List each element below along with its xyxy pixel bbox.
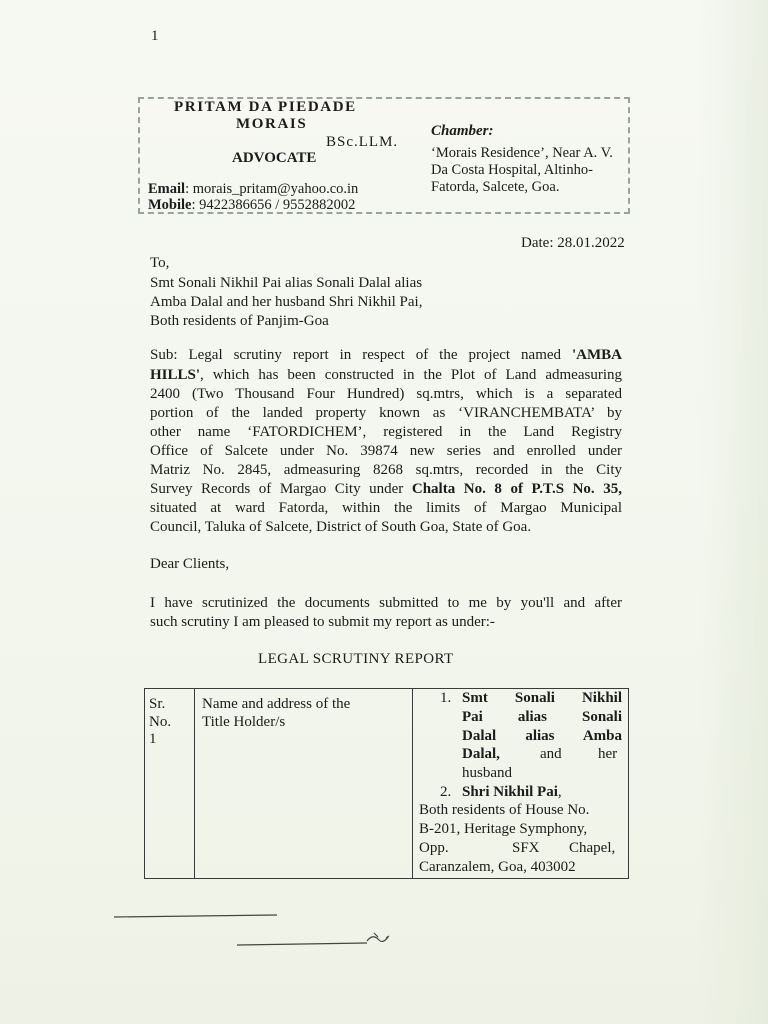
holder-2-comma: , — [557, 784, 562, 800]
sr-label: Sr. — [149, 696, 166, 712]
subject-line: situated at ward Fatorda, within the limits of Margao Municipal — [150, 500, 622, 516]
subject-line: 2400 (Two Thousand Four Hundred) sq.mtrs, which is a separated — [150, 386, 622, 402]
subject-line — [150, 481, 622, 498]
advocate-degree: BSc.LLM. — [326, 134, 399, 150]
project-name-bold: HILLS' — [150, 367, 201, 383]
field-name-line: Title Holder/s — [202, 713, 286, 730]
advocate-title: ADVOCATE — [232, 150, 317, 166]
body-line: I have scrutinized the documents submitted to me by you'll and after — [150, 595, 622, 611]
holder-1-name-line: Dalal alias Amba — [462, 728, 622, 744]
chamber-address-line: Da Costa Hospital, Altinho- — [431, 162, 593, 178]
subject-line: Office of Salcete under No. 39874 new series and enrolled under — [150, 443, 622, 459]
addressee-line: Amba Dalal and her husband Shri Nikhil Pai, — [150, 294, 423, 310]
subject-line: portion of the landed property known as ‘VIRANCHEMBATA’ by — [150, 405, 622, 421]
address-sfx: SFX — [512, 840, 540, 856]
subject-line: Council, Taluka of Salcete, District of South Goa, State of Goa. — [150, 519, 532, 535]
addressee-line: To, — [150, 255, 170, 271]
advocate-name-line2: MORAIS — [236, 116, 308, 132]
holder-2-number: 2. — [440, 784, 452, 800]
holder-1-name-end: Dalal, — [462, 746, 500, 762]
mobile-value: : 9422386656 / 9552882002 — [191, 197, 356, 213]
address-line: Caranzalem, Goa, 403002 — [419, 859, 576, 875]
salutation: Dear Clients, — [150, 556, 230, 572]
table-column-divider — [194, 688, 195, 879]
mobile-line — [148, 197, 355, 214]
chalta-bold: Chalta No. 8 of P.T.S No. 35, — [411, 481, 622, 497]
holder-2-line — [462, 784, 562, 801]
signature-scribble — [112, 905, 412, 955]
holder-1-name-line: Smt Sonali Nikhil — [462, 690, 622, 706]
addressee-line: Smt Sonali Nikhil Pai alias Sonali Dalal alias — [150, 275, 423, 291]
address-opp: Opp. — [419, 840, 449, 856]
address-line: Both residents of House No. — [419, 802, 590, 818]
subject-text: Sub: Legal scrutiny report in respect of the project named — [150, 347, 572, 363]
word-husband: husband — [462, 765, 512, 781]
report-heading: LEGAL SCRUTINY REPORT — [258, 651, 454, 667]
mobile-label: Mobile — [148, 197, 192, 213]
subject-line — [150, 367, 622, 384]
holder-1-number: 1. — [440, 690, 452, 706]
serial-value: 1 — [149, 731, 157, 747]
subject-line: Matriz No. 2845, admeasuring 8268 sq.mtrs, recorded in the City — [150, 462, 622, 478]
page-number: 1 — [151, 28, 159, 44]
subject-text: , which has been constructed in the Plot of Land admeasuring — [200, 367, 622, 383]
letter-date: Date: 28.01.2022 — [521, 235, 625, 251]
subject-text: Survey Records of Margao City under — [150, 481, 412, 497]
body-line: such scrutiny I am pleased to submit my report as under:- — [150, 614, 495, 630]
email-line — [148, 181, 358, 198]
field-name-line: Name and address of the — [202, 696, 351, 712]
subject-line — [150, 347, 622, 364]
addressee-line: Both residents of Panjim-Goa — [150, 313, 329, 329]
project-name-bold: 'AMBA — [572, 347, 622, 363]
holder-2-name: Shri Nikhil Pai — [462, 784, 558, 800]
email-value: : morais_pritam@yahoo.co.in — [185, 181, 359, 197]
field-name-cell — [202, 696, 350, 731]
scan-edge-shading — [698, 0, 768, 1024]
advocate-name-line1: PRITAM DA PIEDADE — [174, 99, 357, 115]
conjunction-and: and — [540, 746, 562, 762]
holder-1-name-line: Pai alias Sonali — [462, 709, 622, 725]
subject-line: other name ‘FATORDICHEM’, registered in the Land Registry — [150, 424, 622, 440]
chamber-address-line: Fatorda, Salcete, Goa. — [431, 179, 560, 195]
table-column-divider — [412, 688, 413, 879]
serial-number-cell — [149, 696, 171, 749]
chamber-title: Chamber: — [431, 123, 494, 139]
word-her: her — [598, 746, 618, 762]
email-label: Email — [148, 181, 186, 197]
address-chapel: Chapel, — [569, 840, 616, 856]
chamber-address-line: ‘Morais Residence’, Near A. V. — [431, 145, 613, 161]
address-line: B-201, Heritage Symphony, — [419, 821, 588, 837]
no-label: No. — [149, 713, 172, 730]
